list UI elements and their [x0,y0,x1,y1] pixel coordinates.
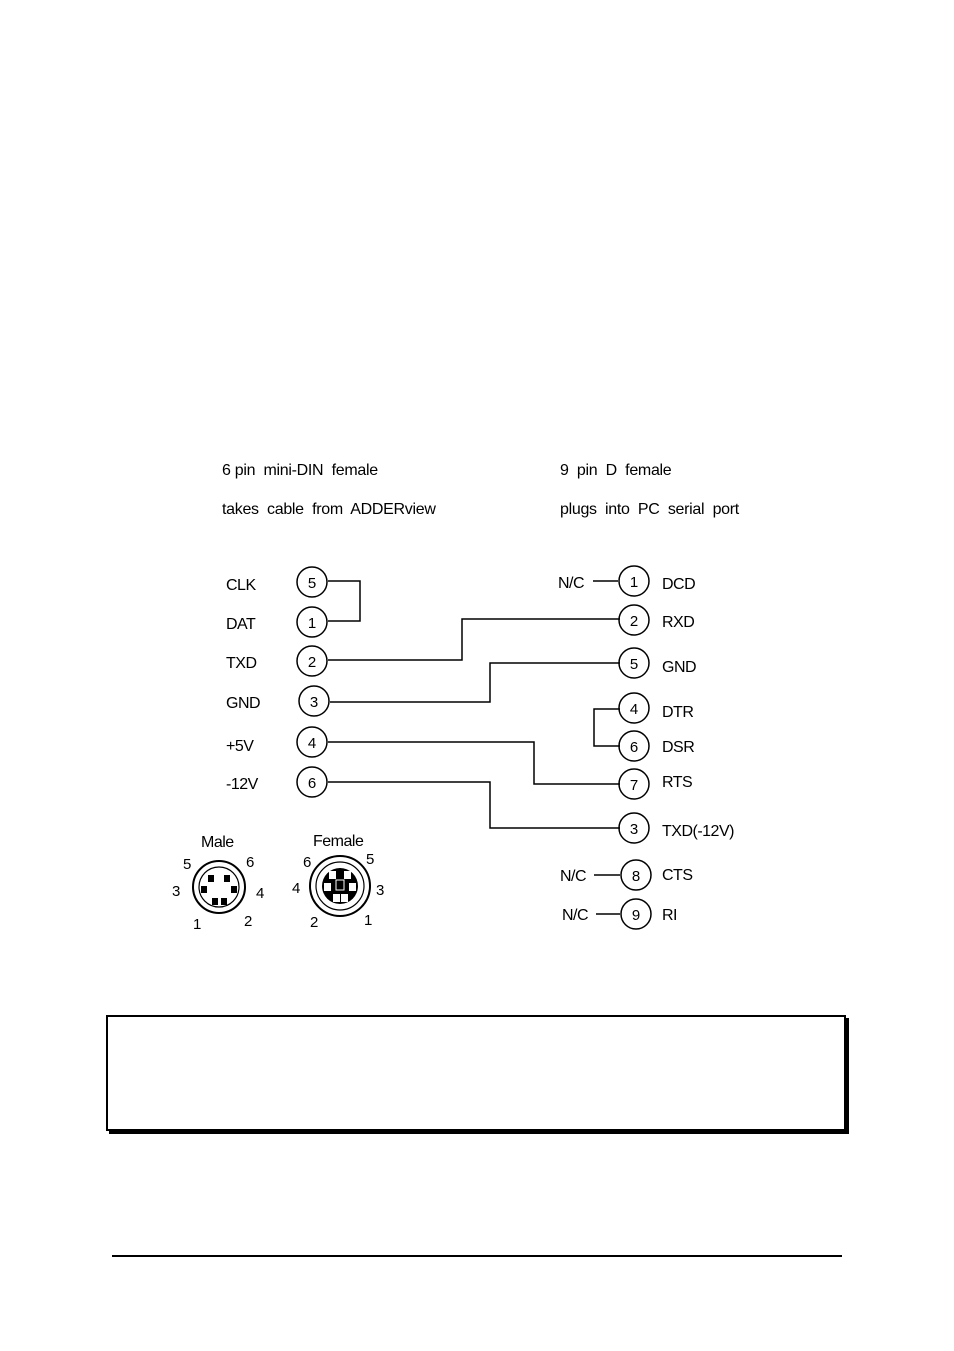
wire-txd-rxd [328,619,620,660]
male-pin-label: 1 [193,916,202,933]
female-pin-label: 6 [303,854,312,871]
right-signal-label: CTS [662,867,693,884]
right-pin-number: 1 [629,574,639,591]
female-pin-label: 2 [310,914,319,931]
male-pin-label: 2 [244,913,253,930]
nc-label: N/C [560,868,587,885]
left-pin-number: 2 [307,654,317,671]
left-signal-label: CLK [226,577,256,594]
right-signal-label: RI [662,907,677,924]
female-connector-icon [310,856,370,916]
right-signal-label: GND [662,659,697,676]
male-pin-label: 3 [172,883,181,900]
right-pin-number: 2 [629,613,639,630]
right-pin-number: 6 [629,739,639,756]
nc-label: N/C [558,575,585,592]
left-signal-label: GND [226,695,261,712]
wire-clk-dat-loop [328,581,360,621]
male-pin-label: 6 [246,854,255,871]
wire-dtr-dsr-loop [594,709,620,746]
left-pin-number: 6 [307,775,317,792]
female-icon-label: Female [313,833,364,850]
left-pin-number: 4 [307,735,317,752]
right-signal-label: RTS [662,774,693,791]
right-signal-label: DSR [662,739,695,756]
male-connector-icon [193,861,245,913]
left-signal-label: DAT [226,616,256,633]
left-connector-subtitle: takes cable from ADDERview [222,501,436,518]
female-pin-label: 1 [364,912,373,929]
left-signal-label: TXD [226,655,257,672]
female-pin-label: 4 [292,880,301,897]
right-signal-label: DTR [662,704,694,721]
right-pin-number: 5 [629,656,639,673]
male-icon-label: Male [201,834,234,851]
right-pin-number: 8 [631,868,641,885]
left-pin-number: 1 [307,615,317,632]
right-pin-number: 3 [629,821,639,838]
right-pin-number: 7 [629,777,639,794]
left-signal-label: +5V [226,738,254,755]
footer-rule [112,1255,842,1257]
nc-label: N/C [562,907,589,924]
note-box [106,1015,846,1131]
right-signal-label: RXD [662,614,695,631]
left-pin-number: 3 [309,694,319,711]
right-pin-number: 4 [629,701,639,718]
wire-12v-txd [328,782,620,828]
female-pin-label: 5 [366,851,375,868]
right-connector-subtitle: plugs into PC serial port [560,501,739,518]
male-pin-label: 4 [256,885,265,902]
right-signal-label: TXD(-12V) [662,823,734,840]
left-pin-number: 5 [307,575,317,592]
right-pin-number: 9 [631,907,641,924]
left-signal-label: -12V [226,776,258,793]
female-pin-label: 3 [376,882,385,899]
left-connector-title: 6 pin mini-DIN female [222,462,378,479]
right-signal-label: DCD [662,576,696,593]
wire-5v-rts [328,742,620,784]
wire-gnd-gnd [330,663,620,702]
male-pin-label: 5 [183,856,192,873]
right-connector-title: 9 pin D female [560,462,672,479]
